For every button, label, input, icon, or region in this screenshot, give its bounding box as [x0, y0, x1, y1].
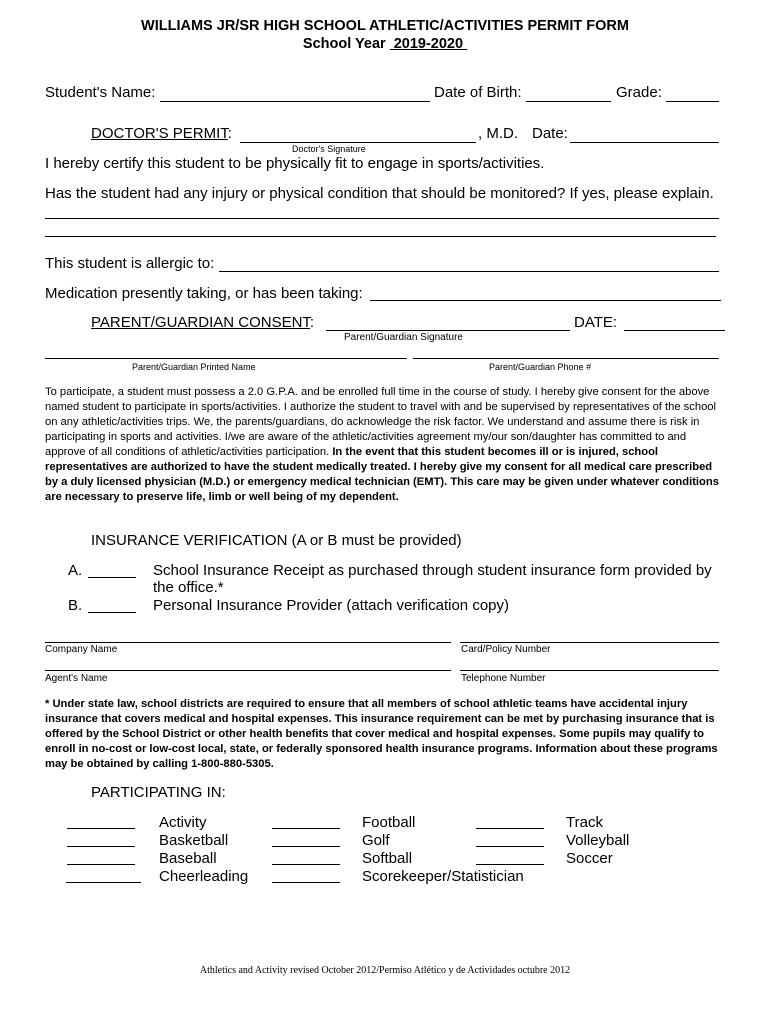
consent-medical-text: In the event that this student becomes ill or is injured, school representatives are authorized to have the student medically treated. I hereby give my consent for all medical care prescribed by a duly licensed physician (M.D.) or emergency medical technician (EMT). This care may be given under whatever conditions are necessary to preserve life, limb or well being of my dependent. [45, 446, 719, 503]
sport-basketball: Basketball [159, 832, 229, 849]
sport-cheerleading: Cheerleading [159, 868, 249, 885]
baseball-blank[interactable] [67, 864, 135, 865]
activity-blank[interactable] [67, 828, 135, 829]
parent-date-label: DATE: [574, 314, 618, 331]
telephone-field[interactable] [460, 670, 719, 671]
parent-date-field[interactable] [624, 330, 725, 331]
school-year [0, 36, 770, 52]
parent-signature-field[interactable] [326, 330, 570, 331]
sport-track: Track [566, 814, 603, 831]
doctor-signature-field[interactable] [240, 142, 476, 143]
sport-soccer: Soccer [566, 850, 613, 867]
sport-volleyball: Volleyball [566, 832, 630, 849]
option-b-text: Personal Insurance Provider (attach verification copy) [153, 597, 510, 614]
football-blank[interactable] [272, 828, 340, 829]
medication-label: Medication presently taking, or has been taking: [45, 285, 363, 302]
participating-heading: PARTICIPATING IN: [91, 784, 226, 801]
school-year-label: School Year [302, 36, 386, 52]
sport-activity: Activity [159, 814, 207, 831]
parent-phone-caption: Parent/Guardian Phone # [489, 362, 592, 372]
sport-softball: Softball [362, 850, 413, 867]
injury-line-1[interactable] [45, 218, 719, 219]
card-caption: Card/Policy Number [461, 644, 551, 655]
doctor-permit: DOCTOR'S PERMIT: [91, 125, 232, 142]
form-title: WILLIAMS JR/SR HIGH SCHOOL ATHLETIC/ACTIVITIES PERMIT FORM [141, 18, 629, 34]
sport-scorekeeper: Scorekeeper/Statistician [362, 868, 524, 885]
parent-printed-name-caption: Parent/Guardian Printed Name [132, 362, 256, 372]
parent-consent: PARENT/GUARDIAN CONSENT: [91, 314, 315, 331]
dob-field[interactable] [526, 101, 611, 102]
allergic-label: This student is allergic to: [45, 255, 215, 272]
insurance-heading: INSURANCE VERIFICATION (A or B must be provided) [91, 532, 462, 549]
golf-blank[interactable] [272, 846, 340, 847]
agent-field[interactable] [45, 670, 451, 671]
dob-label: Date of Birth: [434, 84, 522, 101]
sport-baseball: Baseball [159, 850, 217, 867]
option-b-letter: B. [68, 597, 83, 614]
option-a-text-1: School Insurance Receipt as purchased through student insurance form provided by [153, 562, 712, 579]
certify-text: I hereby certify this student to be physically fit to engage in sports/activities. [45, 155, 545, 172]
student-name-field[interactable] [160, 101, 430, 102]
grade-field[interactable] [666, 101, 719, 102]
consent-paragraph [45, 385, 725, 505]
consent-text: To participate, a student must possess a 2.0 G.P.A. and be enrolled full time in the course of study. I hereby give consent for the above named student to participate in sports/activities. I authorize the student to travel with and be supervised by representatives of the school on any athletic/activities trips. We, the parents/guardians, do acknowledge the risk factor. We understand and assume there is risk in participating in sports and activities. I/we are aware of the athletic/activities agreement my/our son/daughter has committed to and approve of all conditions of athletic/activities participation. [45, 386, 717, 458]
telephone-caption: Telephone Number [461, 673, 546, 684]
option-a-text-2: the office.* [153, 579, 224, 596]
doctor-date-label: Date: [532, 125, 568, 142]
school-year-value: 2019-2020 [393, 36, 464, 52]
parent-phone-field[interactable] [413, 358, 719, 359]
doctor-signature-caption: Doctor's Signature [292, 144, 366, 154]
md-label: , M.D. [478, 125, 518, 142]
allergic-field[interactable] [219, 271, 719, 272]
basketball-blank[interactable] [67, 846, 135, 847]
footer-revision: Athletics and Activity revised October 2012/Permiso Atlético y de Actividades octubre 2012 [199, 965, 571, 976]
student-name-label: Student's Name: [45, 84, 156, 101]
volleyball-blank[interactable] [476, 846, 544, 847]
agent-caption: Agent's Name [45, 673, 108, 684]
card-field[interactable] [460, 642, 719, 643]
injury-question: Has the student had any injury or physical condition that should be monitored? If yes, please explain. [45, 185, 714, 202]
insurance-notice: * Under state law, school districts are required to ensure that all members of school athletic teams have accidental injury insurance that covers medical and hospital expenses. This insurance requirement can be met by purchasing insurance that is offered by the School District or other health benefits that cover medical and hospital expenses. Some pupils may qualify to enroll in no-cost or low-cost local, state, or federally sponsored health insurance programs. Information about these programs may be obtained by calling 1-800-880-5305. [45, 698, 718, 770]
sport-football: Football [362, 814, 416, 831]
medication-field[interactable] [370, 300, 721, 301]
option-a-letter: A. [68, 562, 83, 579]
option-b-field[interactable] [88, 612, 136, 613]
injury-line-2[interactable] [45, 236, 716, 237]
option-a-field[interactable] [88, 577, 136, 578]
sport-golf: Golf [362, 832, 390, 849]
grade-label: Grade: [616, 84, 662, 101]
parent-printed-name-field[interactable] [45, 358, 407, 359]
track-blank[interactable] [476, 828, 544, 829]
cheerleading-blank[interactable] [66, 882, 141, 883]
company-field[interactable] [45, 642, 451, 643]
softball-blank[interactable] [272, 864, 340, 865]
parent-signature-caption: Parent/Guardian Signature [344, 332, 463, 343]
company-caption: Company Name [45, 644, 118, 655]
doctor-date-field[interactable] [570, 142, 719, 143]
scorekeeper-blank[interactable] [272, 882, 340, 883]
soccer-blank[interactable] [476, 864, 544, 865]
